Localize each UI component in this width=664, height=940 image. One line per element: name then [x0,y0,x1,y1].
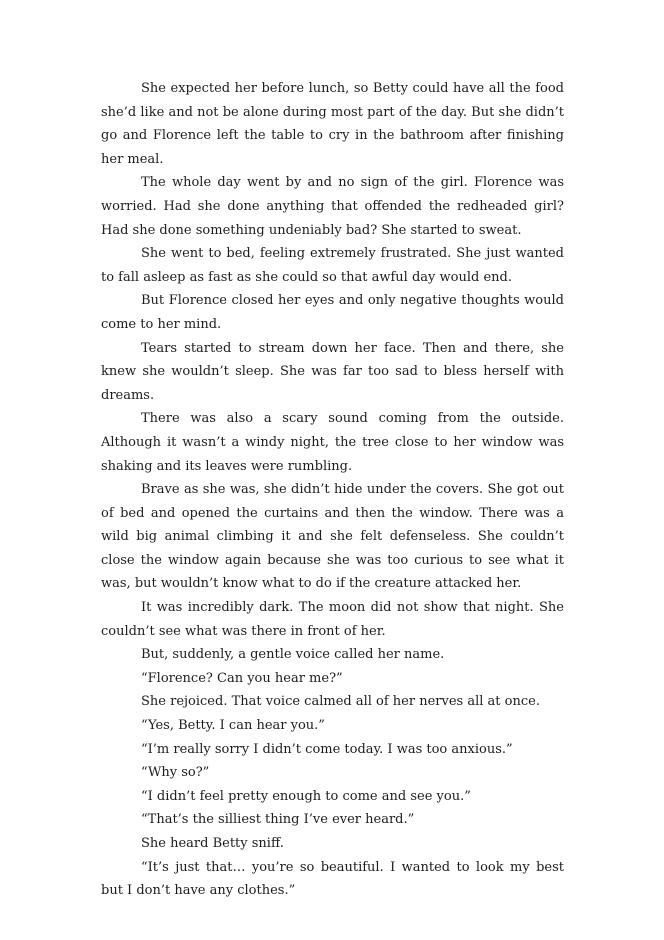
paragraph: She expected her before lunch, so Betty could have all the food she’d like and not be alone during most part of the day. But she didn’t go and Florence left the table to cry in the bathroom after finishing her meal. [101,81,564,167]
dialogue-line: “It’s just that… you’re so beautiful. I wanted to look my best but I don’t have any clothes.” [101,859,564,899]
paragraph: She heard Betty sniff. [141,836,284,851]
dialogue-line: “Florence? Can you hear me?” [141,670,343,686]
paragraph: Brave as she was, she didn’t hide under the covers. She got out of bed and opened the curtains and then the window. There was a wild big animal climbing it and she felt defenseless. She couldn’t close the window again because she was too curious to see what it was, but wouldn’t know what to do if the creature attacked her. [101,482,564,592]
paragraph: She rejoiced. That voice calmed all of her nerves all at once. [141,694,540,710]
dialogue-line: “I’m really sorry I didn’t come today. I was too anxious.” [141,741,513,757]
dialogue-line: “I didn’t feel pretty enough to come and see you.” [141,788,471,804]
document-page [101,77,564,903]
paragraph: It was incredibly dark. The moon did not show that night. She couldn’t see what was there in front of her. [101,600,564,639]
paragraph: Tears started to stream down her face. Then and there, she knew she wouldn’t sleep. She was far too sad to bless herself with dreams. [101,340,564,403]
dialogue-line: “Yes, Betty. I can hear you.” [141,718,325,734]
dialogue-line: “That’s the silliest thing I’ve ever heard.” [141,812,415,828]
paragraph: She went to bed, feeling extremely frustrated. She just wanted to fall asleep as fast as she could so that awful day would end. [101,246,564,285]
paragraph: But Florence closed her eyes and only negative thoughts would come to her mind. [101,293,564,332]
dialogue-line: “Why so?” [141,765,210,781]
paragraph: But, suddenly, a gentle voice called her name. [141,647,445,663]
paragraph: The whole day went by and no sign of the girl. Florence was worried. Had she done anything that offended the redheaded girl? Had she done something undeniably bad? She started to sweat. [101,175,564,238]
paragraph: There was also a scary sound coming from the outside. Although it wasn’t a windy night, the tree close to her window was shaking and its leaves were rumbling. [101,411,564,474]
